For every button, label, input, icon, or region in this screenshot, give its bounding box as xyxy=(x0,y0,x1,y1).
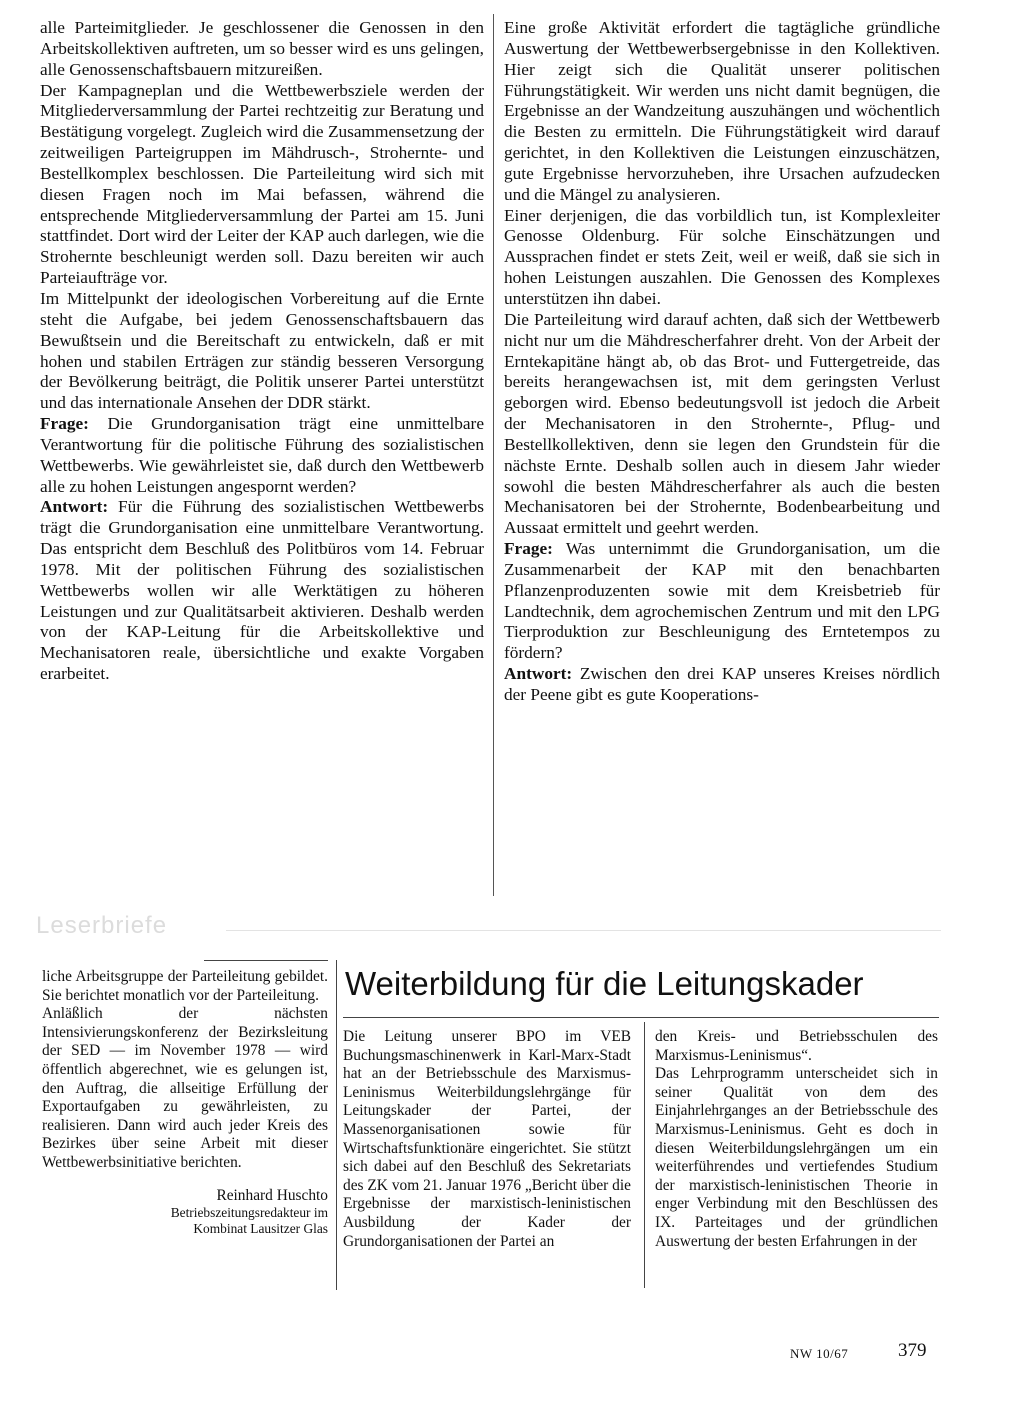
paragraph: Der Kampagneplan und die Wettbewerbsziele werden der Mitgliederversammlung der Partei rechtzeitig zur Beratung und Bestätigung vorgelegt. Zugleich wird die Zusammensetzung der zeitweiligen Parteigruppen im Mähdrusch-, Strohernte- und Bestellkomplex beschlossen. Die Parteileitung wird sich mit diesen Fragen noch im Mai befassen, während die entsprechende Mitgliederversammlung der Partei am 15. Juni stattfindet. Dort wird der Leiter der KAP auch darlegen, wie die Strohernte beschleunigt werden soll. Dazu bereiten wir auch Parteiaufträge vor. xyxy=(40,80,484,288)
section-label: Leserbriefe xyxy=(36,912,168,939)
question-paragraph xyxy=(504,539,940,664)
paragraph: Im Mittelpunkt der ideologischen Vorbereitung auf die Ernte steht die Aufgabe, bei jedem Genossenschaftsbauern das Bewußtsein und die Bereitschaft zu entwickeln, daß er mit hohen und stabilen Erträgen zur ständig besseren Versorgung der Bevölkerung beiträgt, die Politik unserer Partei unterstützt und das internationale Ansehen der DDR stärkt. xyxy=(40,288,484,413)
column-rule-short xyxy=(204,960,328,961)
paragraph: Das Lehrprogramm unterscheidet sich in seiner Qualität von dem des Einjahrlehrganges an der Betriebsschule des Marxismus-Leninismus. Geht es doch in diesen Weiterbildungslehrgängen um ein weiterführendes und vertiefendes Studium der marxistisch-leninistischen Theorie in enger Verbindung mit den Beschlüssen des IX. Parteitages und der gründlichen Auswertung der besten Erfahrungen in der xyxy=(655,1065,938,1250)
article-column-top-right xyxy=(504,18,940,706)
question-label: Frage: xyxy=(504,539,553,559)
page-number: 379 xyxy=(898,1340,927,1361)
answer-text: Für die Führung des sozialistischen Wettbewerbs trägt die Grundorganisation eine unmittelbare Verantwortung. Das entspricht dem Beschluß des Politbüros vom 14. Februar 1978. Mit der politischen Führung des sozialistischen Wettbewerbs wollen wir alle Werktätigen zu höheren Leistungen und zur Qualitätsarbeit aktivieren. Deshalb werden von der KAP-Leitung für die Arbeitskollektive und Mechanisatoren reale, übersichtliche und exakte Vorgaben erarbeitet. xyxy=(40,497,484,684)
paragraph: alle Parteimitglieder. Je geschlossener die Genossen in den Arbeitskollektiven auftreten, um so besser wird es uns gelingen, alle Genossenschaftsbauern mitzureißen. xyxy=(40,18,484,79)
question-text: Was unternimmt die Grundorganisation, um die Zusammenarbeit der KAP mit den benachbarten Pflanzenproduzenten sowie mit dem Kreisbetrieb für Landtechnik, dem agrochemischen Zentrum und mit den LPG Tierproduktion zur Beschleunigung des Erntetempos zu fördern? xyxy=(504,539,940,663)
question-text: Die Grundorganisation trägt eine unmittelbare Verantwortung für die politische Führung des sozialistischen Wettbewerbs. Wie gewährleistet sie, daß durch den Wettbewerb alle zu hohen Leistungen angespornt werden? xyxy=(40,414,484,496)
paragraph: Die Parteileitung wird darauf achten, daß sich der Wettbewerb nicht nur um die Mähdrescherfahrer dreht. Von der Arbeit der Erntekapitäne hängt ab, ob das Brot- und Futtergetreide, das bereits herangewachsen ist, mit dem geringsten Verlust geborgen wird. Ebenso bedeutungsvoll ist jedoch die Arbeit der Mechanisatoren in den Strohernte-, Pflug- und Bestellkollektiven, denn sie legen den Grundstein für die nächste Ernte. Deshalb sollen auch in diesem Jahr wieder sowohl die besten Mähdrescherfahrer als auch die besten Mechanisatoren bei der Strohernte, Bodenbearbeitung und Aussaat ermittelt und geehrt werden. xyxy=(504,309,940,538)
question-paragraph xyxy=(40,414,484,497)
section-header-band xyxy=(36,912,944,942)
letter-column-right xyxy=(655,1028,938,1251)
answer-paragraph xyxy=(40,497,484,685)
author-organization: Kombinat Lausitzer Glas xyxy=(193,1221,328,1237)
issue-code: NW 10/67 xyxy=(790,1346,849,1361)
column-divider-bottom-right xyxy=(644,1022,645,1288)
column-divider-bottom-left xyxy=(336,960,337,1290)
paragraph: Eine große Aktivität erfordert die tagtägliche gründliche Auswertung der Wettbewerbsergebnisse in den Kollektiven. Hier zeigt sich die Qualität unserer politischen Führungstätigkeit. Wir werden uns nicht damit begnügen, die Ergebnisse an der Wandzeitung auszuhängen und wöchentlich die Besten zu ermitteln. Die Führungstätigkeit wird darauf gerichtet, in den Kollektiven die Leistungen einzuschätzen, gute Ergebnisse hervorzuheben, ihre Ursachen aufzudecken und die Mängel zu analysieren. xyxy=(504,18,940,204)
paragraph: liche Arbeitsgruppe der Parteileitung gebildet. Sie berichtet monatlich vor der Parteileitung. xyxy=(42,968,328,1004)
section-rule xyxy=(226,930,941,931)
letter-column-left xyxy=(42,968,328,1237)
column-divider-top xyxy=(493,14,494,896)
letter-column-middle xyxy=(343,1028,631,1251)
headline-underline xyxy=(343,1017,939,1018)
question-label: Frage: xyxy=(40,414,89,434)
article-column-top-left xyxy=(40,18,484,685)
paragraph: den Kreis- und Betriebsschulen des Marxismus-Leninismus“. xyxy=(655,1028,938,1064)
paragraph: Einer derjenigen, die das vorbildlich tun, ist Komplexleiter Genosse Oldenburg. Für solche Einschätzungen und Aussprachen findet er stets Zeit, weil er weiß, daß sie sich in hohen Leistungen auszahlen. Die Genossen des Komplexes unterstützen ihn dabei. xyxy=(504,205,940,308)
answer-text: Zwischen den drei KAP unseres Kreises nördlich der Peene gibt es gute Kooperations- xyxy=(504,664,940,704)
answer-label: Antwort: xyxy=(504,664,573,684)
author-name: Reinhard Huschto xyxy=(216,1186,328,1204)
paragraph: Die Leitung unserer BPO im VEB Buchungsmaschinenwerk in Karl-Marx-Stadt hat an der Betriebsschule des Marxismus-Leninismus Weiterbildungslehrgänge für Leitungskader der Partei, der Massenorganisationen sowie für Wirtschaftsfunktionäre eingerichtet. Sie stützt sich dabei auf den Beschluß des Sekretariats des ZK vom 21. Januar 1976 „Bericht über die Ergebnisse der marxistisch-leninistischen Ausbildung der Kader der Grundorganisationen der Partei an xyxy=(343,1028,631,1250)
paragraph: Anläßlich der nächsten Intensivierungskonferenz der Bezirksleitung der SED — im November 1978 — wird öffentlich abgerechnet, wie es gelungen ist, den Auftrag, die allseitige Erfüllung der Exportaufgaben zu gewährleisten, zu realisieren. Dann wird auch jeder Kreis des Bezirkes über seine Arbeit mit dieser Wettbewerbsinitiative berichten. xyxy=(42,1005,328,1171)
author-role: Betriebszeitungsredakteur im xyxy=(170,1205,328,1221)
article-headline: Weiterbildung für die Leitungskader xyxy=(345,965,864,1002)
author-signature xyxy=(42,1187,328,1238)
answer-paragraph xyxy=(504,664,940,706)
answer-label: Antwort: xyxy=(40,497,109,517)
